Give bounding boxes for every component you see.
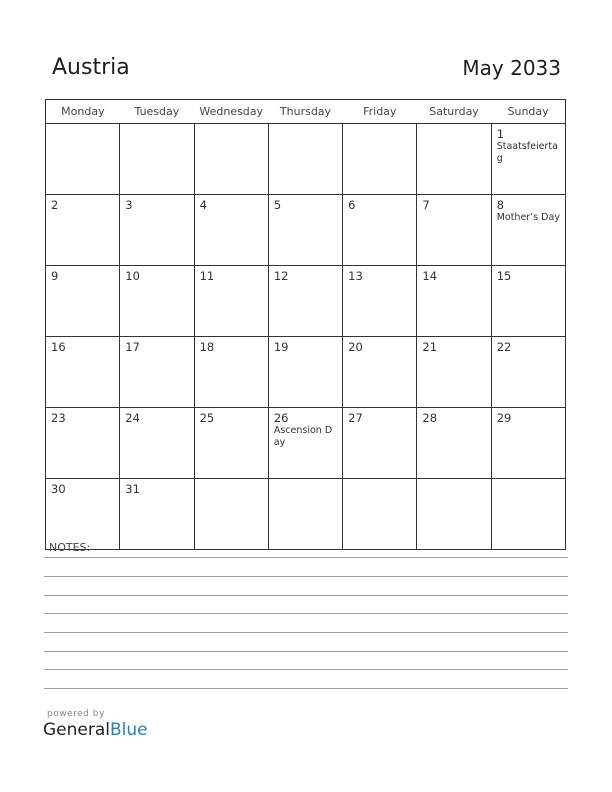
calendar-day-cell [46, 479, 120, 550]
holiday-label: Ascension Day [273, 425, 333, 448]
calendar-day-cell [120, 479, 194, 550]
notes-label: NOTES: [49, 541, 91, 554]
calendar-day-cell [417, 195, 491, 266]
day-number: 6 [348, 198, 356, 212]
calendar-day-cell [46, 337, 120, 408]
calendar-day-cell [194, 337, 268, 408]
note-line [44, 632, 568, 633]
calendar-day-cell [194, 479, 268, 550]
weekday-tuesday: Tuesday [120, 100, 194, 124]
day-number: 13 [348, 269, 363, 283]
calendar-day-cell [120, 124, 194, 195]
day-number: 21 [422, 340, 438, 354]
calendar-day-cell [194, 195, 268, 266]
calendar-day-cell [120, 408, 194, 479]
calendar-day-cell [268, 479, 342, 550]
day-number: 16 [51, 340, 66, 354]
note-line [44, 669, 568, 670]
calendar-day-cell [491, 266, 565, 337]
day-number: 29 [496, 411, 512, 425]
calendar-day-cell [268, 195, 342, 266]
calendar-week-row [46, 266, 566, 337]
note-line [44, 576, 568, 577]
day-number: 23 [51, 411, 66, 425]
day-number: 25 [199, 411, 215, 425]
calendar-week-row [46, 195, 566, 266]
day-number: 27 [348, 411, 363, 425]
note-line [44, 688, 568, 689]
calendar-day-cell [194, 408, 268, 479]
day-number: 30 [51, 482, 66, 496]
calendar-day-cell [343, 266, 417, 337]
calendar-day-cell [46, 124, 120, 195]
calendar-week-row [46, 479, 566, 550]
calendar-day-cell [120, 337, 194, 408]
calendar-day-cell [491, 124, 565, 195]
day-number: 15 [496, 269, 512, 283]
day-number: 17 [125, 340, 140, 354]
powered-by-text: powered by [47, 709, 105, 719]
generalblue-logo [43, 720, 148, 740]
day-number: 28 [422, 411, 438, 425]
holiday-label: Staatsfeiertag [496, 141, 558, 164]
calendar-day-cell [343, 408, 417, 479]
calendar-day-cell [343, 479, 417, 550]
month-year-title: May 2033 [462, 56, 561, 80]
calendar-day-cell [120, 195, 194, 266]
day-number: 26 [273, 411, 289, 425]
calendar-day-cell [343, 337, 417, 408]
weekday-header-row [46, 100, 566, 124]
calendar-day-cell [268, 337, 342, 408]
calendar-day-cell [268, 408, 342, 479]
calendar-day-cell [343, 195, 417, 266]
calendar-grid [45, 99, 566, 550]
calendar-day-cell [268, 124, 342, 195]
weekday-sunday: Sunday [491, 100, 565, 124]
calendar-day-cell [120, 266, 194, 337]
calendar-day-cell [491, 337, 565, 408]
day-number: 12 [273, 269, 289, 283]
note-line [44, 595, 568, 596]
calendar-day-cell [417, 337, 491, 408]
calendar-day-cell [46, 266, 120, 337]
holiday-label: Mother’s Day [496, 212, 560, 223]
day-number: 19 [273, 340, 289, 354]
day-number: 9 [51, 269, 59, 283]
day-number: 31 [125, 482, 140, 496]
note-line [44, 557, 568, 558]
calendar-week-row [46, 124, 566, 195]
calendar-day-cell [343, 124, 417, 195]
day-number: 1 [496, 127, 505, 141]
calendar-day-cell [194, 124, 268, 195]
brand-blue-text: Blue [110, 720, 148, 740]
calendar-day-cell [46, 195, 120, 266]
note-line [44, 651, 568, 652]
weekday-monday: Monday [46, 100, 120, 124]
day-number: 4 [199, 198, 207, 212]
day-number: 24 [125, 411, 140, 425]
day-number: 3 [125, 198, 133, 212]
day-number: 2 [51, 198, 59, 212]
weekday-thursday: Thursday [268, 100, 342, 124]
day-number: 7 [422, 198, 430, 212]
calendar-day-cell [491, 408, 565, 479]
day-number: 20 [348, 340, 363, 354]
day-number: 11 [199, 269, 215, 283]
weekday-saturday: Saturday [417, 100, 491, 124]
calendar-day-cell [417, 479, 491, 550]
calendar-day-cell [417, 124, 491, 195]
calendar-day-cell [491, 195, 565, 266]
day-number: 8 [496, 198, 505, 212]
calendar-week-row [46, 408, 566, 479]
day-number: 5 [273, 198, 282, 212]
calendar-day-cell [417, 266, 491, 337]
brand-general-text: General [43, 720, 110, 740]
calendar-day-cell [268, 266, 342, 337]
day-number: 18 [199, 340, 215, 354]
note-line [44, 613, 568, 614]
weekday-friday: Friday [343, 100, 417, 124]
day-number: 14 [422, 269, 438, 283]
calendar-day-cell [46, 408, 120, 479]
calendar-day-cell [491, 479, 565, 550]
country-title: Austria [52, 55, 130, 80]
day-number: 22 [496, 340, 512, 354]
calendar-week-row [46, 337, 566, 408]
day-number: 10 [125, 269, 140, 283]
calendar-day-cell [194, 266, 268, 337]
calendar-day-cell [417, 408, 491, 479]
weekday-wednesday: Wednesday [194, 100, 268, 124]
